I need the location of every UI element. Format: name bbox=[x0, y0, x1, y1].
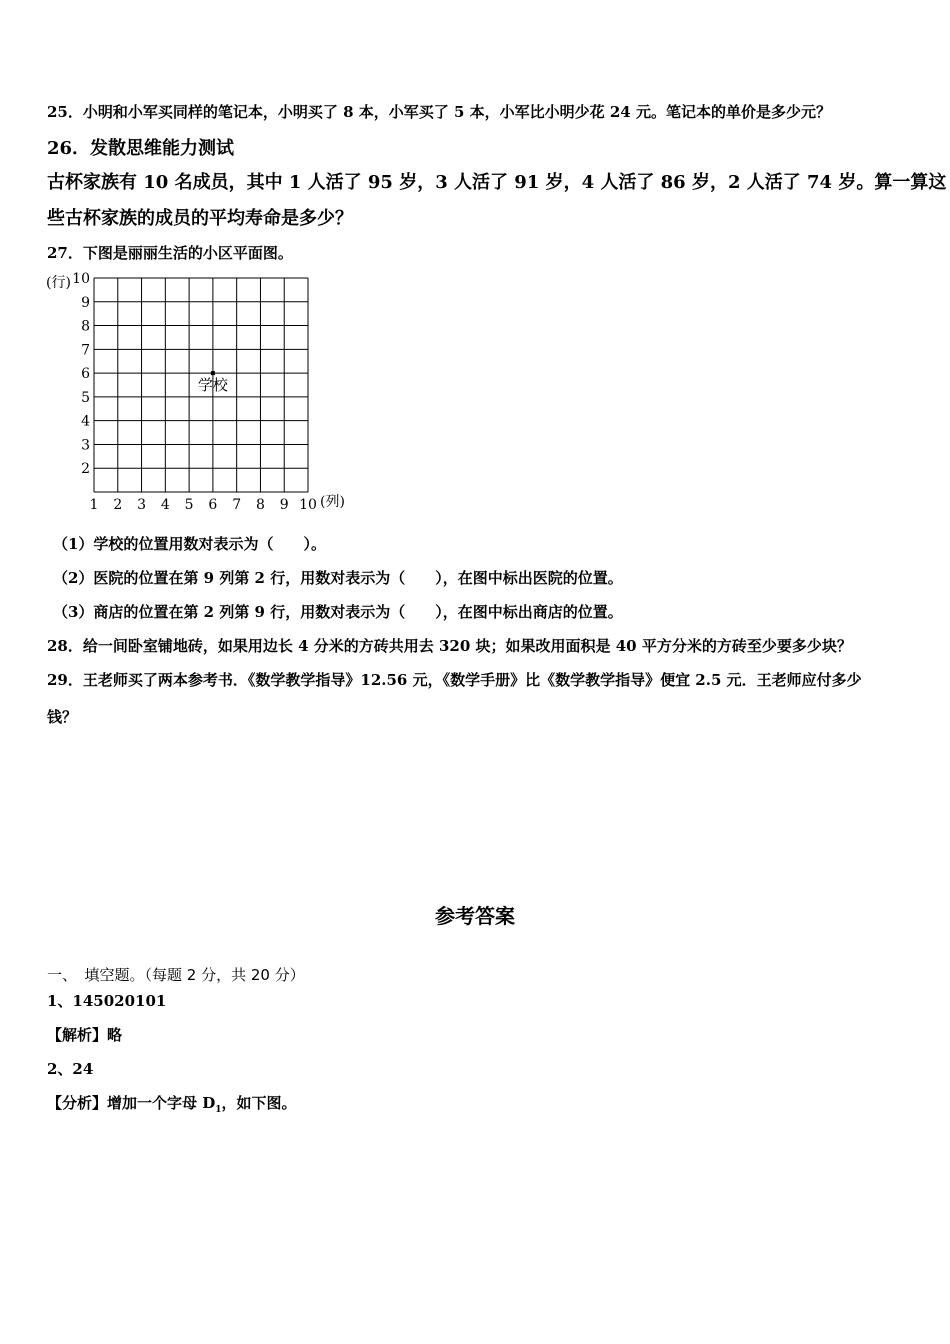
answer-2: 2、24 bbox=[47, 1060, 94, 1078]
row-tick-label: 4 bbox=[81, 413, 90, 430]
question-27: 27．下图是丽丽生活的小区平面图。 bbox=[47, 244, 293, 262]
row-tick-label: 10 bbox=[72, 271, 90, 287]
row-tick-label: 8 bbox=[81, 318, 90, 335]
school-label: 学校 bbox=[197, 376, 228, 395]
question-27-part-2: （2）医院的位置在第 9 列第 2 行，用数对表示为（ ），在图中标出医院的位置。 bbox=[53, 569, 623, 587]
question-29-line-2: 钱？ bbox=[47, 708, 78, 726]
question-26-line-2: 些古杯家族的成员的平均寿命是多少？ bbox=[47, 208, 353, 229]
question-26-line-1: 古杯家族有 10 名成员，其中 1 人活了 95 岁，3 人活了 91 岁，4 人活了 86 岁，2 人活了 74 岁。算一算这 bbox=[47, 172, 947, 193]
question-27-part-1: （1）学校的位置用数对表示为（ ）。 bbox=[53, 535, 326, 553]
col-tick-label: 6 bbox=[208, 497, 218, 513]
col-tick-label: 1 bbox=[89, 497, 99, 513]
answer-2-subscript: 1 bbox=[215, 1105, 222, 1115]
col-tick-label: 7 bbox=[232, 497, 242, 513]
question-29-line-1: 29．王老师买了两本参考书．《数学教学指导》12.56 元，《数学手册》比《数学教学指导》便宜 2.5 元．王老师应付多少 bbox=[47, 671, 862, 689]
col-tick-label: 9 bbox=[279, 497, 289, 513]
answers-section-1: 一、 填空题。（每题 2 分，共 20 分） bbox=[47, 966, 305, 984]
answer-2-explanation-suffix: ，如下图。 bbox=[221, 1094, 297, 1112]
answer-1: 1、145020101 bbox=[47, 992, 167, 1010]
row-tick-label: 7 bbox=[81, 342, 90, 359]
row-tick-label: 2 bbox=[81, 461, 90, 478]
school-marker bbox=[211, 371, 215, 375]
col-tick-label: 4 bbox=[160, 497, 170, 513]
question-26-title: 26．发散思维能力测试 bbox=[47, 138, 235, 159]
question-28: 28．给一间卧室铺地砖，如果用边长 4 分米的方砖共用去 320 块；如果改用面积是 40 平方分米的方砖至少要多少块？ bbox=[47, 637, 852, 655]
row-tick-label: 3 bbox=[81, 437, 90, 454]
answer-2-explanation bbox=[47, 1092, 297, 1115]
col-tick-label: 10 bbox=[299, 497, 317, 513]
answer-1-explanation: 【解析】略 bbox=[47, 1026, 123, 1044]
coordinate-grid bbox=[40, 268, 360, 520]
col-tick-label: 2 bbox=[113, 497, 123, 513]
col-tick-label: 5 bbox=[184, 497, 194, 513]
row-tick-label: 9 bbox=[81, 294, 90, 311]
col-axis-label: (列) bbox=[320, 494, 345, 510]
question-27-part-3: （3）商店的位置在第 2 列第 9 行，用数对表示为（ ），在图中标出商店的位置。 bbox=[53, 603, 623, 621]
col-tick-label: 8 bbox=[255, 497, 265, 513]
row-tick-label: 6 bbox=[81, 366, 90, 383]
answer-2-explanation-text: 【分析】增加一个字母 D bbox=[47, 1094, 216, 1112]
col-tick-label: 3 bbox=[137, 497, 147, 513]
row-axis-label: (行) bbox=[46, 275, 71, 291]
question-25: 25．小明和小军买同样的笔记本，小明买了 8 本，小军买了 5 本，小军比小明少花 24 元。笔记本的单价是多少元？ bbox=[47, 103, 831, 121]
row-tick-label: 5 bbox=[81, 389, 90, 406]
answers-title: 参考答案 bbox=[435, 904, 515, 928]
